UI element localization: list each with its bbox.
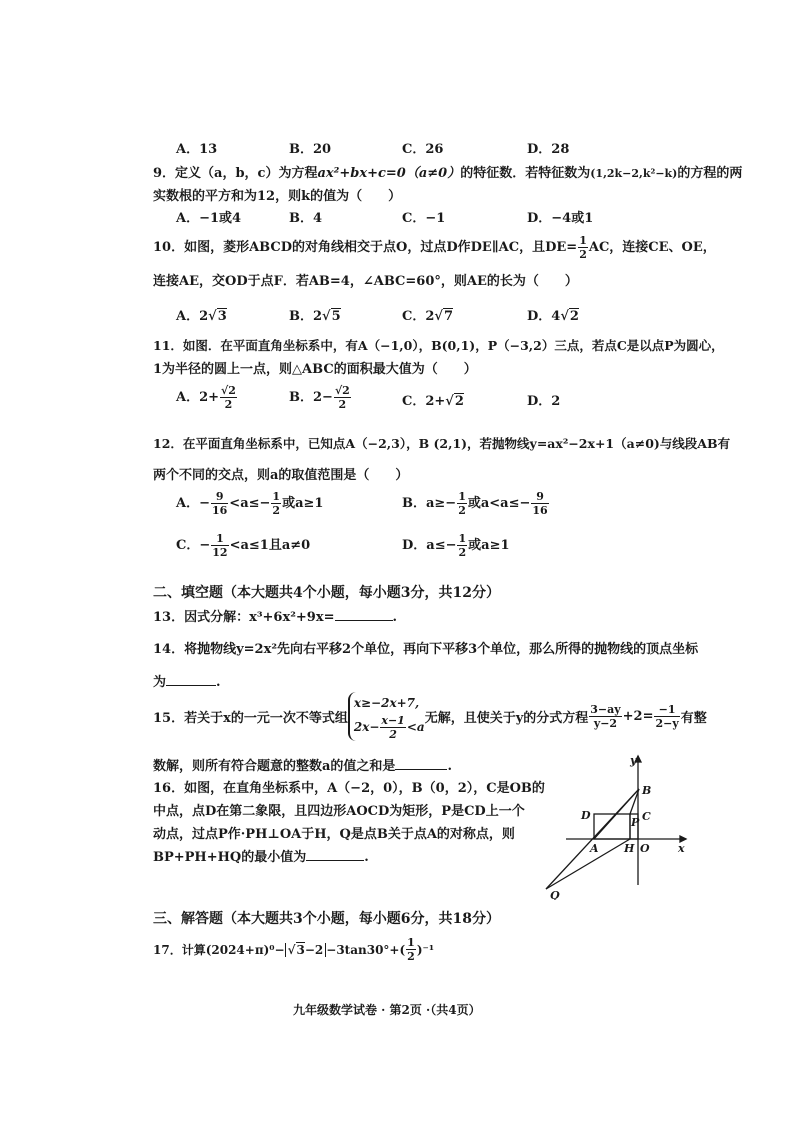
- q15-frac1-num: 3−ay: [590, 703, 621, 716]
- q16-line3: 动点，过点P作·PH⊥OA于H，Q是点B关于点A的对称点，则: [153, 827, 515, 842]
- q12-option-a-frac2: [271, 490, 281, 517]
- q17-frac-num: 1: [407, 936, 415, 949]
- q15-frac2: [654, 703, 679, 730]
- q13-line: [153, 606, 397, 625]
- q15-text: 数解，则所有符合题意的整数a的值之和是: [153, 759, 396, 774]
- q15-suffix: 有整: [680, 711, 707, 726]
- label-c: C: [642, 810, 651, 823]
- q9-equation: ax²+bx+c=0（a≠0）: [317, 166, 461, 181]
- segment-qh: [546, 839, 630, 889]
- q12-option-c-end: <a≤1且a≠0: [229, 538, 311, 553]
- label-a: A: [590, 842, 599, 855]
- q12-option-c: [176, 532, 310, 559]
- q8-option-a: A．13: [176, 142, 218, 157]
- q10-text-b: AC，连接CE、OE，: [588, 240, 716, 255]
- q10-option-b: B．2√5: [289, 309, 341, 324]
- q17-abs-b: −2: [304, 942, 324, 957]
- q9-line2: 实数根的平方和为12，则k的值为（ ）: [153, 189, 402, 204]
- q17-prefix: 17．计算(2024+π)⁰−: [153, 943, 285, 957]
- label-o: O: [640, 842, 650, 855]
- q15-frac2-den: 2−y: [655, 717, 679, 730]
- q10-option-d: D．4√2: [527, 309, 579, 324]
- q9-feature: (1,2k−2,k²−k): [590, 167, 678, 180]
- q15-answer-blank[interactable]: [395, 769, 447, 770]
- q9-option-d: D．−4或1: [527, 211, 594, 226]
- q15-sys2-den: 2: [389, 728, 397, 741]
- q10-line2: 连接AE，交OD于点F．若AB=4，∠ABC=60°，则AE的长为（ ）: [153, 274, 578, 289]
- section2-title: 二、填空题（本大题共4个小题，每小题3分，共12分）: [153, 585, 500, 601]
- q11-option-c: C．2+√2: [402, 394, 464, 409]
- q11-line1: 11．如图．在平面直角坐标系中，有A（−1,0），B(0,1)，P（−3,2）三点，若点C是以点P为圆心，: [153, 338, 724, 353]
- q12-option-d-frac1: [457, 532, 467, 559]
- q15-sys2-b: <a: [406, 720, 425, 734]
- q8-option-c: C．26: [402, 142, 444, 157]
- q12-option-a-mid: <a≤−: [229, 496, 271, 511]
- q14-line2: [153, 671, 221, 690]
- q12-option-b-d1: 2: [458, 504, 466, 517]
- q16-text: BP+PH+HQ的最小值为: [153, 850, 307, 865]
- q15-sys2-frac: [380, 714, 405, 741]
- q12-option-a-frac1: [211, 490, 228, 517]
- q12-option-b-frac1: [457, 490, 467, 517]
- q10-option-b-label: B．2: [289, 309, 323, 324]
- label-x: x: [678, 842, 685, 855]
- q15-plus: +2=: [622, 709, 654, 724]
- q11-option-a-label: A．2+: [176, 390, 220, 405]
- q16-line1: 16．如图，在直角坐标系中，A（−2，0），B（0，2），C是OB的: [153, 781, 545, 796]
- page-footer: 九年级数学试卷 · 第2页 ·（共4页）: [293, 1003, 481, 1017]
- q10-option-a-label: A．2: [176, 309, 209, 324]
- q12-option-b: [402, 490, 550, 517]
- q17-frac-den: 2: [407, 950, 415, 963]
- label-h: H: [624, 842, 635, 855]
- section3-title: 三、解答题（本大题共3个小题，每小题6分，共18分）: [153, 911, 500, 927]
- q11-option-b-frac: [334, 384, 351, 411]
- q10-option-d-rad: 2: [569, 309, 579, 324]
- q12-option-a-label: A．−: [176, 496, 210, 511]
- q13-end: .: [392, 610, 398, 625]
- q12-option-c-label: C．−: [176, 538, 211, 553]
- q14-line1: 14．将抛物线y=2x²先向右平移2个单位，再向下平移3个单位，那么所得的抛物线的顶点坐标: [153, 642, 699, 657]
- q17-end: )⁻¹: [416, 942, 435, 957]
- label-q: Q: [550, 889, 560, 900]
- q15-frac1-den: y−2: [593, 717, 618, 730]
- q11-option-b-label: B．2−: [289, 390, 333, 405]
- q16-end: .: [364, 850, 369, 865]
- q8-option-d: D．28: [527, 142, 570, 157]
- q12-option-a-end: 或a≥1: [282, 496, 324, 511]
- q10-option-c: C．2√7: [402, 309, 453, 324]
- q10-option-c-label: C．2: [402, 309, 435, 324]
- q12-option-b-frac2: [531, 490, 548, 517]
- q14-answer-blank[interactable]: [166, 685, 216, 686]
- q14-end: .: [216, 675, 221, 690]
- q11-option-c-rad: 2: [454, 394, 464, 409]
- q12-option-a-d1: 16: [211, 504, 228, 517]
- q11-option-a-num: √2: [221, 384, 236, 397]
- q11-option-b-den: 2: [338, 398, 347, 411]
- q12-option-d-label: D．a≤−: [402, 538, 457, 553]
- q12-option-b-mid: 或a<a≤−: [467, 496, 531, 511]
- q12-option-d-end: 或a≥1: [468, 538, 510, 553]
- q10-option-d-label: D．4: [527, 309, 561, 324]
- q12-option-d-n1: 1: [458, 532, 467, 545]
- q12-option-c-frac1: [211, 532, 228, 559]
- q9-text-c: 的方程的两: [677, 166, 743, 181]
- q17-abs-rad: 3: [296, 942, 305, 957]
- q17-mid: −3tan30°+(: [326, 942, 406, 957]
- label-y: y: [630, 754, 637, 767]
- q10-option-c-rad: 7: [443, 309, 453, 324]
- q12-option-a-n1: 9: [211, 490, 228, 504]
- q12-option-b-n1: 1: [458, 490, 466, 503]
- q9-option-c: C．−1: [402, 211, 446, 226]
- q17-frac: [406, 936, 416, 963]
- q10-line1: [153, 234, 716, 261]
- q9-option-a: A．−1或4: [176, 211, 242, 226]
- q12-option-a: [176, 490, 323, 517]
- q11-option-b-num: √2: [334, 384, 350, 397]
- q15-sys-line1: x≥−2x+7,: [353, 696, 420, 710]
- q8-option-b: B．20: [289, 142, 332, 157]
- q9-text-b: 的特征数．若特征数为: [460, 166, 591, 181]
- q15-end: .: [447, 759, 452, 774]
- q13-text: 13．因式分解：x³+6x²+9x=: [153, 610, 335, 625]
- q12-line1: 12．在平面直角坐标系中，已知点A（−2,3），B (2,1)，若抛物线y=ax²−2x+1（a≠0)与线段AB有: [153, 436, 731, 451]
- q15-sys-line2: [354, 714, 425, 741]
- q12-option-d: [402, 532, 510, 559]
- q10-option-a: A．2√3: [176, 309, 227, 324]
- q11-line2: 1为半径的圆上一点，则△ABC的面积最大值为（ ）: [153, 362, 477, 377]
- q11-option-b: [289, 384, 352, 411]
- label-d: D: [581, 809, 591, 822]
- q17-absolute: √3−2: [285, 943, 327, 957]
- q13-answer-blank[interactable]: [335, 620, 393, 621]
- q11-option-d: D．2: [527, 394, 561, 409]
- q12-option-b-d2: 16: [532, 504, 548, 517]
- q9-option-b: B．4: [289, 211, 323, 226]
- q16-answer-blank[interactable]: [306, 860, 364, 861]
- q12-option-c-d1: 12: [212, 546, 228, 559]
- q10-text-a: 10．如图，菱形ABCD的对角线相交于点O，过点D作DE∥AC，且DE=: [153, 240, 578, 255]
- q9-text-a: 定义（a，b，c）为方程: [175, 166, 318, 181]
- q15-frac2-num: −1: [654, 703, 679, 717]
- q15-prefix: 15．若关于x的一元一次不等式组: [153, 711, 348, 726]
- q12-option-a-d2: 2: [272, 504, 281, 517]
- q15-line2: [153, 755, 452, 774]
- q15-frac1: [589, 703, 621, 730]
- q9-number: 9．: [153, 166, 176, 181]
- q12-option-b-label: B．a≥−: [402, 496, 457, 511]
- q12-option-a-n2: 1: [272, 490, 281, 503]
- q10-fraction: [578, 234, 588, 261]
- q9-line1: [153, 162, 742, 181]
- q10-frac-den: 2: [579, 248, 587, 261]
- q16-figure: [538, 752, 698, 900]
- q12-option-d-d1: 2: [458, 546, 467, 559]
- q15-sys2-a: 2x−: [353, 720, 380, 734]
- label-p: P: [631, 816, 640, 829]
- q11-option-a: [176, 384, 238, 411]
- q16-line2: 中点，点D在第二象限，且四边形AOCD为矩形，P是CD上一个: [153, 804, 525, 819]
- q14-text: 为: [153, 675, 167, 690]
- q15-mid: 无解，且使关于y的分式方程: [424, 711, 589, 726]
- q11-option-c-label: C．2+: [402, 394, 446, 409]
- label-b: B: [642, 784, 652, 797]
- q15-inequality-system: [348, 692, 425, 741]
- q10-frac-num: 1: [579, 234, 587, 247]
- q15-sys2-num: x−1: [381, 714, 405, 727]
- q11-option-a-den: 2: [224, 398, 233, 411]
- q12-option-b-n2: 9: [531, 490, 548, 504]
- q12-option-c-n1: 1: [211, 532, 228, 546]
- q16-line4: [153, 846, 369, 865]
- q17-line: [153, 936, 434, 963]
- q15-line1: [153, 692, 707, 741]
- q10-option-a-rad: 3: [217, 309, 227, 324]
- q10-option-b-rad: 5: [331, 309, 341, 324]
- q11-option-a-frac: [220, 384, 237, 411]
- q12-line2: 两个不同的交点，则a的取值范围是（ ）: [153, 468, 409, 483]
